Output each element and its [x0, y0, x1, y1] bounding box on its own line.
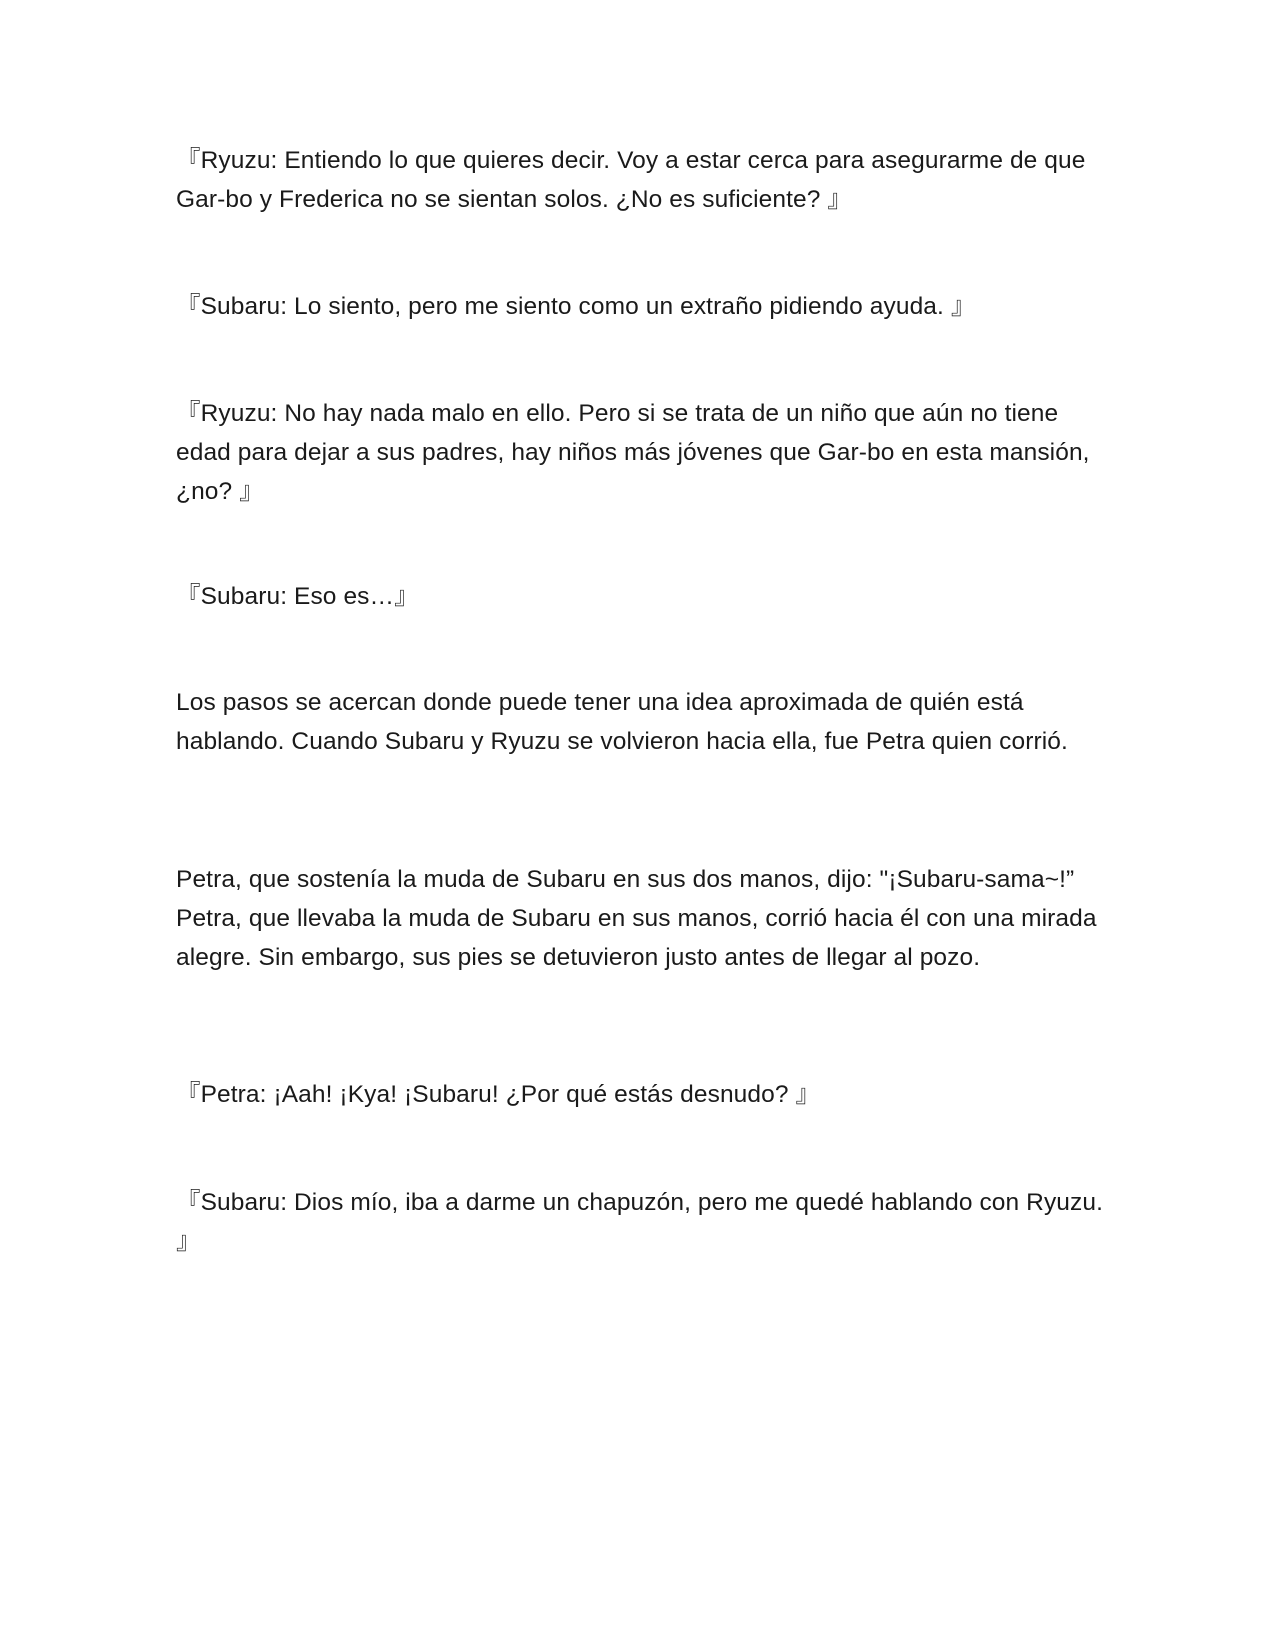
paragraph-petra-1: 『Petra: ¡Aah! ¡Kya! ¡Subaru! ¿Por qué estás desnudo? 』	[176, 1081, 821, 1108]
paragraph-subaru-1: 『Subaru: Lo siento, pero me siento como un extraño pidiendo ayuda. 』	[176, 293, 976, 320]
paragraph-narration-2: Petra, que sostenía la muda de Subaru en sus dos manos, dijo: "¡Subaru-sama~!” Petra, que llevaba la muda de Subaru en sus manos, corrió hacia él con una mirada alegre. Sin embargo, sus pies se detuvieron justo antes de llegar al pozo.	[176, 866, 1097, 971]
paragraph-ryuzu-1: 『Ryuzu: Entiendo lo que quieres decir. Voy a estar cerca para asegurarme de que Gar-bo y Frederica no se sientan solos. ¿No es suficiente? 』	[176, 147, 1086, 213]
paragraph-subaru-2: 『Subaru: Eso es…』	[176, 583, 419, 610]
paragraph-subaru-3: 『Subaru: Dios mío, iba a darme un chapuzón, pero me quedé hablando con Ryuzu. 』	[176, 1189, 1104, 1255]
paragraph-narration-1: Los pasos se acercan donde puede tener una idea aproximada de quién está hablando. Cuando Subaru y Ryuzu se volvieron hacia ella, fue Petra quien corrió.	[176, 689, 1068, 755]
paragraph-ryuzu-2: 『Ryuzu: No hay nada malo en ello. Pero si se trata de un niño que aún no tiene edad para dejar a sus padres, hay niños más jóvenes que Gar-bo en esta mansión, ¿no? 』	[176, 400, 1090, 505]
